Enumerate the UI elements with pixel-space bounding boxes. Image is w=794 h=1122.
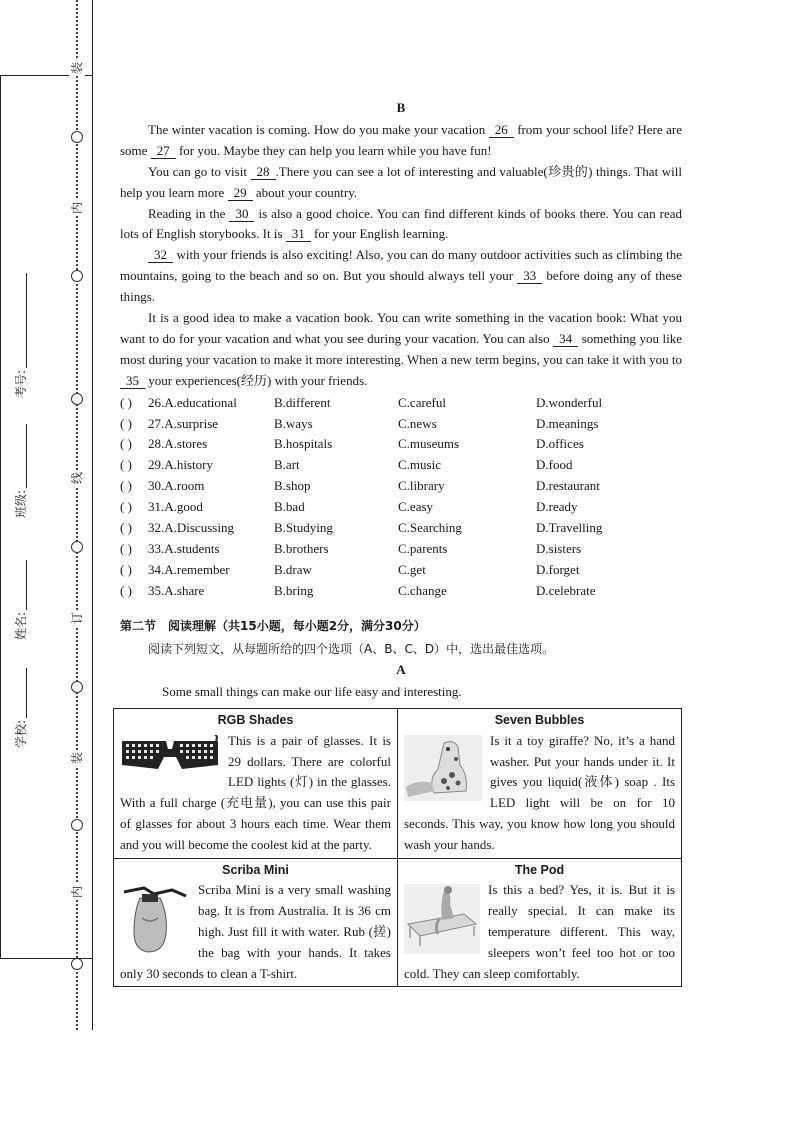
cloze-paragraph-2: You can go to visit 28 .There you can see a lot of interesting and valuable(珍贵的) things. That will help you learn more 29 about your country. (120, 163, 682, 200)
option-a: 32.A.Discussing (148, 520, 234, 536)
option-b: B.bring (274, 582, 314, 598)
answer-paren[interactable]: ( ) (120, 499, 132, 515)
giraffe-hand-washer-image (404, 735, 482, 801)
bind-circle (71, 958, 83, 970)
option-b: B.Studying (274, 520, 333, 536)
product-description: Is it a toy giraffe? No, it’s a hand washer. Put your hands under it. It gives you liquid(液体) soap . Its LED light will be on for 10 seconds. This way, you know how long you should wash your hands. (404, 732, 675, 852)
option-d: D.sisters (536, 540, 582, 556)
product-description: Scriba Mini is a very small washing bag. It is from Australia. It is 36 cm high. Just fill it with water. Rub (搓) the bag with your hands. It takes only 30 seconds to clean a T-shirt. (120, 882, 391, 981)
bind-char: 内 (70, 886, 84, 899)
answer-paren[interactable]: ( ) (120, 582, 132, 598)
option-c: C.music (398, 457, 441, 473)
option-c: C.Searching (398, 520, 462, 536)
option-a: 30.A.room (148, 478, 205, 494)
product-cell-rgb-shades (114, 709, 398, 859)
product-name: The Pod (514, 862, 565, 877)
blank-26[interactable]: 26 (489, 122, 514, 138)
bind-circle (71, 541, 83, 553)
product-cell-seven-bubbles (398, 709, 682, 859)
answer-paren[interactable]: ( ) (120, 520, 132, 536)
passage-title: A (396, 661, 406, 677)
bind-char: 内 (70, 202, 84, 215)
margin-border-left (0, 75, 1, 958)
blank-35[interactable]: 35 (120, 373, 145, 389)
answer-paren[interactable]: ( ) (120, 394, 132, 410)
product-cell-scriba-mini (114, 858, 398, 987)
cloze-paragraph-4: 32 with your friends is also exciting! Also, you can do many outdoor activities such as climbing the mountains, going to the beach and so on. But you should always tell your 33 before doing any of these things. (120, 247, 682, 305)
option-c: C.get (398, 561, 426, 577)
option-row (120, 393, 682, 414)
products-table (113, 708, 682, 987)
option-row (120, 581, 682, 602)
option-b: B.different (274, 394, 331, 410)
option-a: 29.A.history (148, 457, 213, 473)
option-row (120, 414, 682, 435)
answer-paren[interactable]: ( ) (120, 457, 132, 473)
answer-paren[interactable]: ( ) (120, 436, 132, 452)
option-c: C.library (398, 478, 445, 494)
option-a: 26.A.educational (148, 394, 237, 410)
school-field[interactable] (12, 668, 29, 748)
reading-instruction: 阅读下列短文，从每题所给的四个选项（A、B、C、D）中，选出最佳选项。 (148, 641, 555, 656)
exam-no-label: 考号: (14, 369, 28, 398)
option-row (120, 455, 682, 476)
option-d: D.restaurant (536, 478, 600, 494)
blank-32[interactable]: 32 (148, 247, 173, 263)
bind-circle (71, 270, 83, 282)
blank-28[interactable]: 28 (251, 164, 276, 180)
answer-paren[interactable]: ( ) (120, 561, 132, 577)
option-b: B.draw (274, 561, 312, 577)
washing-bag-image (120, 884, 190, 956)
option-c: C.parents (398, 540, 448, 556)
bind-circle (71, 131, 83, 143)
passage-intro: Some small things can make our life easy and interesting. (162, 683, 462, 699)
cloze-options (120, 393, 682, 602)
product-cell-the-pod (398, 858, 682, 987)
option-b: B.brothers (274, 540, 329, 556)
option-c: C.news (398, 415, 437, 431)
option-b: B.bad (274, 499, 305, 515)
answer-paren[interactable]: ( ) (120, 415, 132, 431)
product-name: RGB Shades (217, 713, 294, 727)
class-field[interactable] (12, 424, 29, 518)
answer-paren[interactable]: ( ) (120, 540, 132, 556)
option-d: D.celebrate (536, 582, 596, 598)
option-c: C.change (398, 582, 447, 598)
product-name: Scriba Mini (222, 862, 289, 877)
option-d: D.forget (536, 561, 580, 577)
option-row (120, 539, 682, 560)
blank-29[interactable]: 29 (228, 185, 253, 201)
reading-section-title: 第二节 阅读理解（共15小题，每小题2分，满分30分） (120, 618, 426, 633)
option-a: 33.A.students (148, 540, 220, 556)
cloze-paragraph-1: The winter vacation is coming. How do you make your vacation 26 from your school life? Here are some 27 for you. Maybe they can help you learn while you have fun! (120, 121, 682, 158)
bind-char: 装 (70, 62, 84, 75)
option-row (120, 518, 682, 539)
name-label: 姓名: (14, 611, 28, 640)
product-description: Is this a bed? Yes, it is. But it is really special. It can make its temperature different. This way, sleepers won’t feel too hot or too cold. They can sleep comfortably. (404, 882, 675, 981)
blank-31[interactable]: 31 (286, 226, 311, 242)
cloze-paragraph-5: It is a good idea to make a vacation book. You can write something in the vacation book: What you want to do for your vacation and what you see during your vacation. You can also 34 something you like most during your vacation to make it more interesting. When a new term begins, you can take it with you to 35 your experiences(经历) with your friends. (120, 310, 682, 388)
option-b: B.ways (274, 415, 313, 431)
option-a: 34.A.remember (148, 561, 230, 577)
class-label: 班级: (14, 489, 28, 518)
option-b: B.hospitals (274, 436, 333, 452)
cloze-title: B (396, 100, 406, 115)
option-c: C.careful (398, 394, 447, 410)
option-d: D.meanings (536, 415, 599, 431)
bind-circle (71, 393, 83, 405)
option-row (120, 497, 682, 518)
exam-content (120, 98, 682, 702)
option-b: B.art (274, 457, 300, 473)
option-row (120, 560, 682, 581)
name-field[interactable] (12, 560, 29, 640)
blank-33[interactable]: 33 (517, 268, 542, 284)
option-a: 31.A.good (148, 499, 203, 515)
bind-char: 线 (70, 472, 84, 485)
bind-circle (71, 681, 83, 693)
option-d: D.Travelling (536, 520, 603, 536)
blank-30[interactable]: 30 (229, 206, 254, 222)
bind-circle (71, 819, 83, 831)
blank-34[interactable]: 34 (553, 331, 578, 347)
product-name: Seven Bubbles (494, 713, 585, 727)
blank-27[interactable]: 27 (151, 143, 176, 159)
option-c: C.museums (398, 436, 460, 452)
option-d: D.offices (536, 436, 584, 452)
option-row (120, 476, 682, 497)
cloze-paragraph-3: Reading in the 30 is also a good choice. You can find different kinds of books there. You can read lots of English storybooks. It is 31 for your English learning. (120, 205, 682, 242)
answer-paren[interactable]: ( ) (120, 478, 132, 494)
option-c: C.easy (398, 499, 434, 515)
bind-char: 订 (70, 612, 84, 625)
option-b: B.shop (274, 478, 311, 494)
option-a: 27.A.surprise (148, 415, 219, 431)
option-a: 28.A.stores (148, 436, 208, 452)
product-description: This is a pair of glasses. It is 29 dollars. There are colorful LED lights (灯) in the glasses. With a full charge (充电量), you can use this pair of glasses for about 3 hours each time. Wear them and you will become the coolest kid at the party. (120, 732, 391, 852)
cut-dotted-line (76, 0, 78, 1030)
led-glasses-image (120, 735, 220, 775)
option-d: D.wonderful (536, 394, 603, 410)
option-d: D.food (536, 457, 573, 473)
school-label: 学校: (14, 719, 28, 748)
exam-no-field[interactable] (12, 273, 29, 398)
option-d: D.ready (536, 499, 578, 515)
option-row (120, 434, 682, 455)
option-a: 35.A.share (148, 582, 205, 598)
margin-border-right (92, 0, 93, 1030)
pod-bed-image (404, 884, 480, 954)
binding-margin (0, 0, 94, 1030)
bind-char: 装 (70, 752, 84, 765)
